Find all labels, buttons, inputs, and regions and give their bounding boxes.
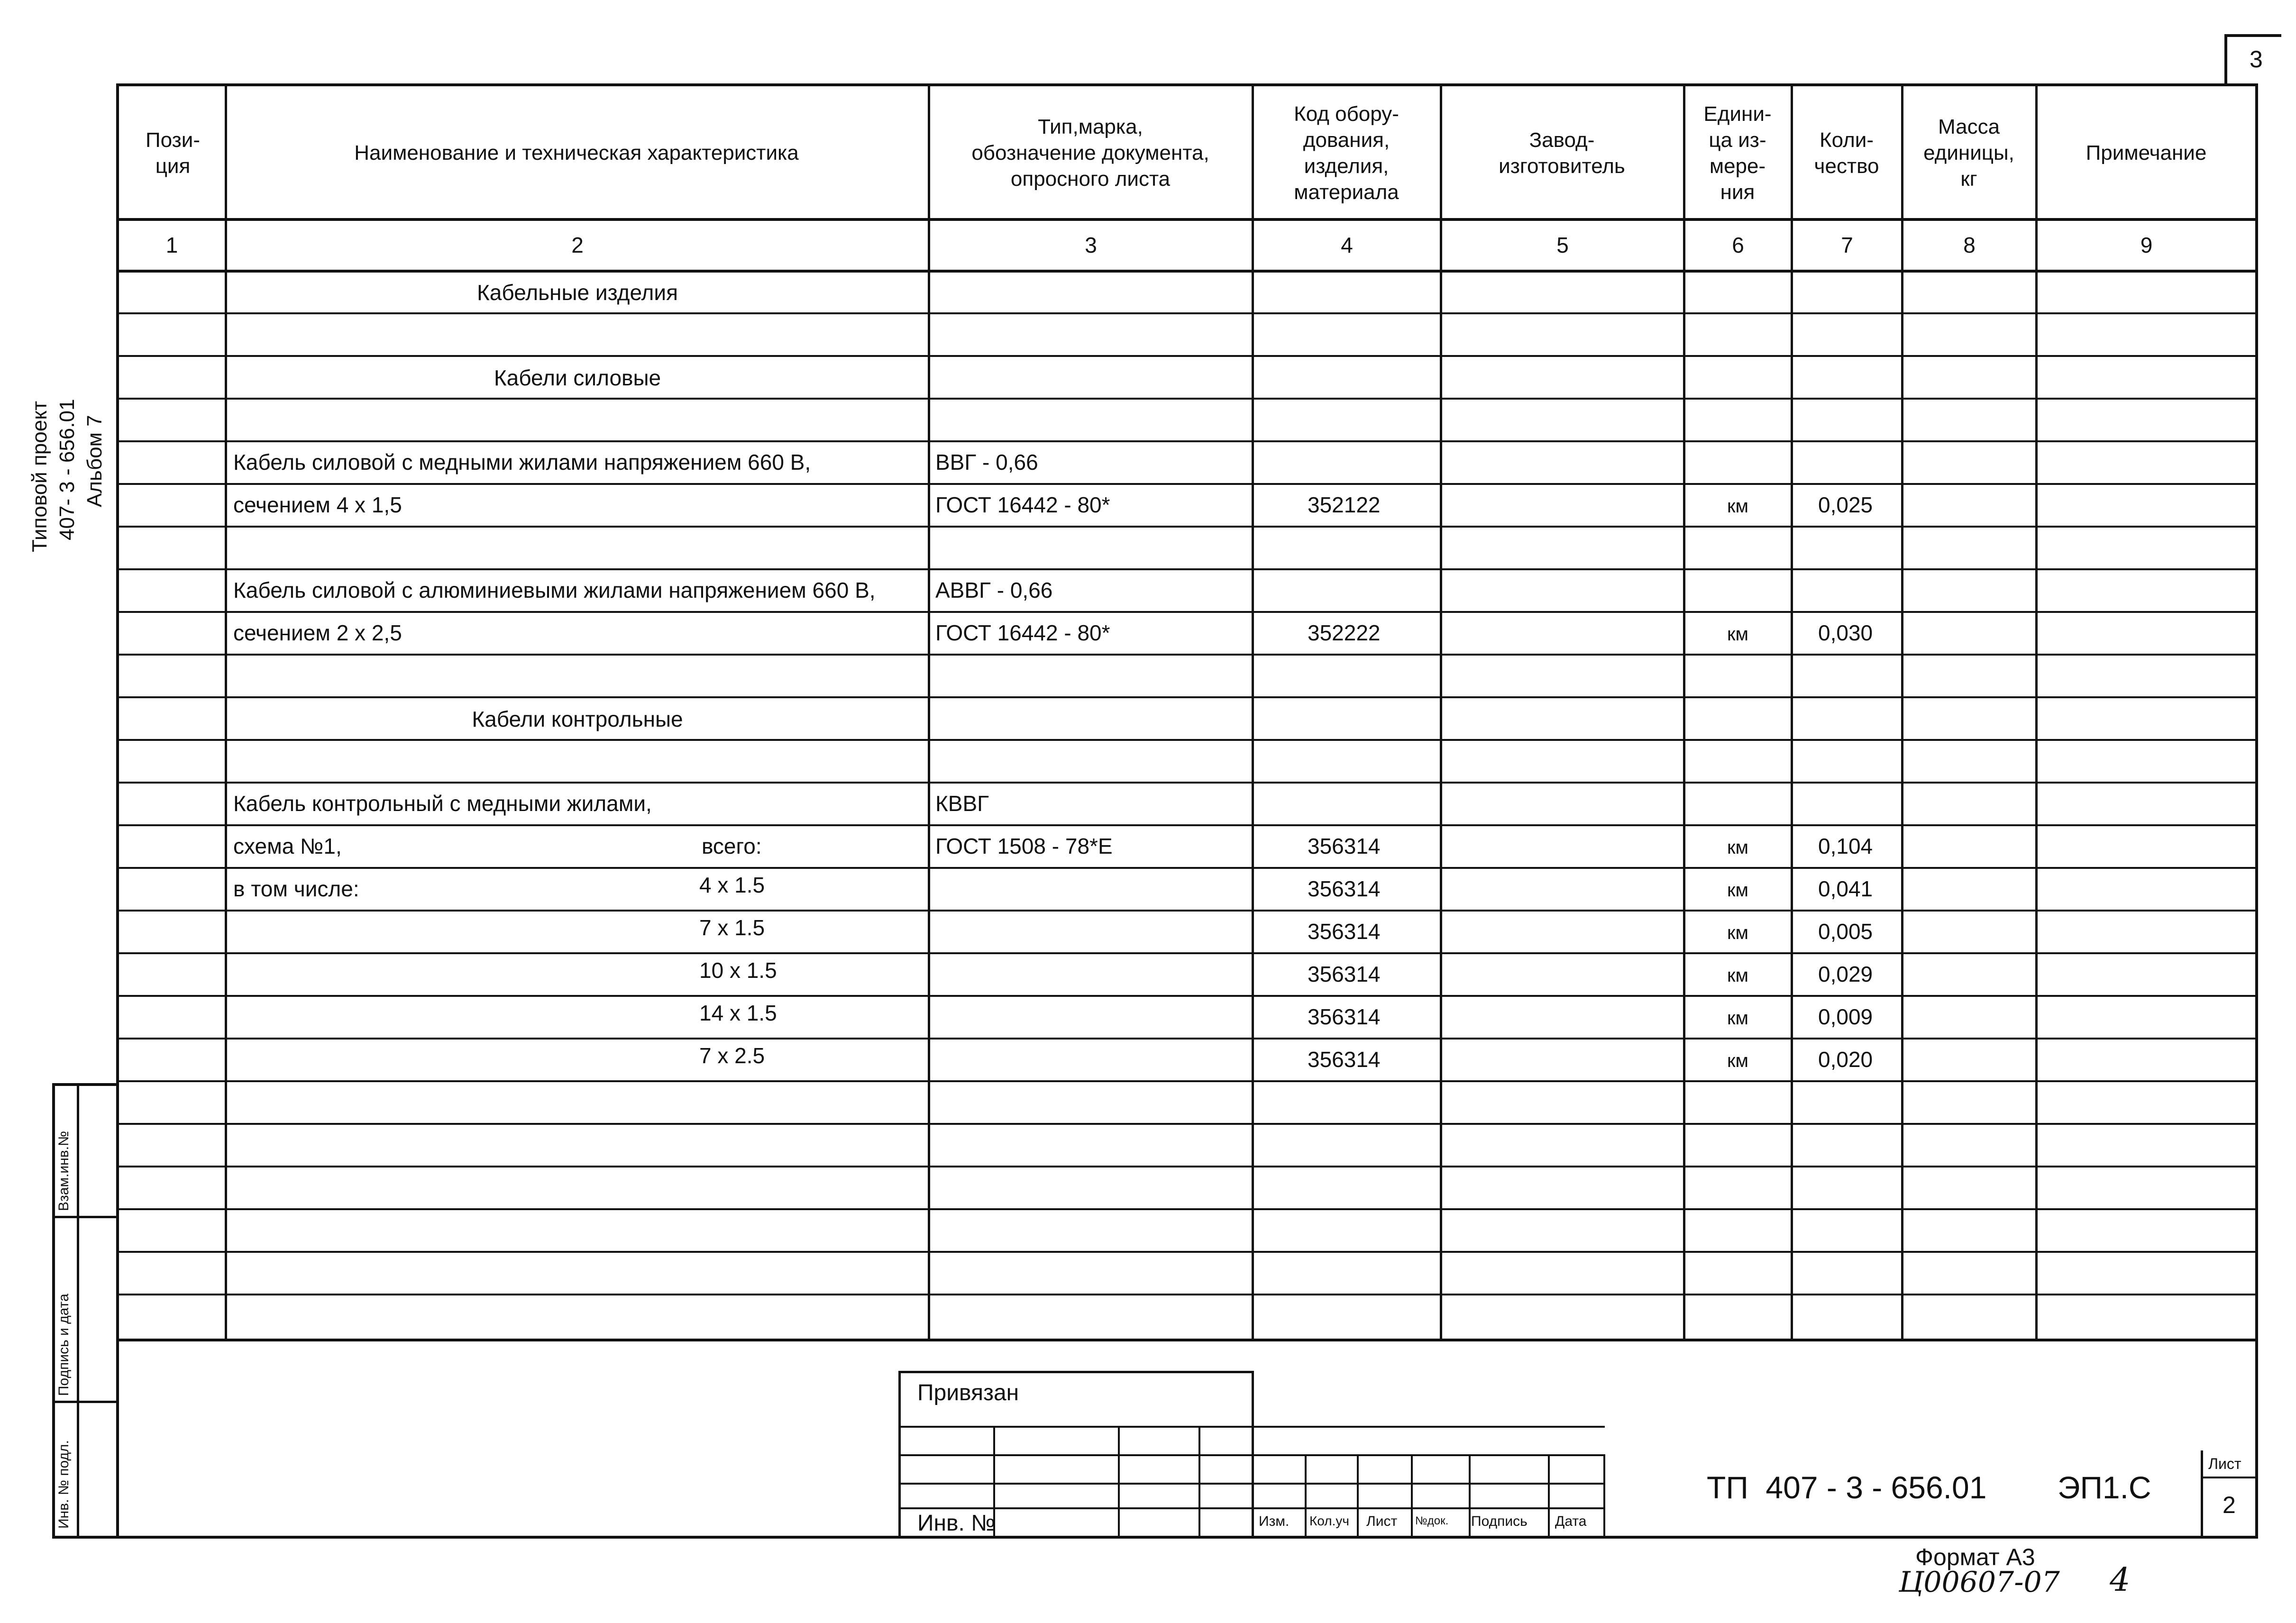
row-name: Кабель контрольный с медными жилами, — [233, 791, 652, 816]
tb-line — [2201, 1450, 2203, 1539]
frame-top — [116, 83, 2258, 86]
designation: ТП 407 - 3 - 656.01 — [1707, 1470, 1987, 1505]
column-number: 5 — [1556, 232, 1569, 257]
row-sub: 10 х 1.5 — [699, 958, 777, 983]
row-code: 356314 — [1308, 962, 1381, 986]
handwritten-code: Ц00607-07 — [1899, 1566, 2060, 1599]
side-vzam-inv: Взам.инв.№ — [56, 1131, 72, 1211]
section-title-cable-products: Кабельные изделия — [476, 280, 678, 305]
row-unit: км — [1727, 837, 1748, 858]
header-position: Пози- ция — [145, 128, 200, 178]
section-title-control-cables: Кабели контрольные — [472, 706, 683, 731]
frame-bottom — [52, 1536, 2258, 1539]
tb-line — [898, 1483, 1605, 1485]
row-code: 356314 — [1308, 834, 1381, 858]
row-doc: ГОСТ 16442 - 80* — [935, 620, 1110, 645]
stamp-column-line — [52, 1401, 119, 1403]
row-name: Кабель силовой с алюминиевыми жилами напряжением 660 В, — [233, 578, 876, 602]
side-sign-date: Подпись и дата — [56, 1294, 72, 1396]
row-unit: км — [1727, 922, 1748, 943]
header-code: Код обору- дования, изделия, материала — [1294, 102, 1399, 204]
tb-line — [1357, 1454, 1359, 1539]
section-title-power-cables: Кабели силовые — [494, 365, 661, 390]
row-qty: 0,009 — [1818, 1004, 1873, 1029]
row-qty: 0,030 — [1818, 620, 1873, 645]
tb-line — [2201, 1477, 2258, 1478]
row-doc: ГОСТ 1508 - 78*Е — [935, 834, 1113, 858]
tb-line — [1469, 1454, 1471, 1539]
row-sub: 7 х 1.5 — [699, 915, 765, 940]
row-line — [116, 483, 2258, 485]
row-line — [116, 910, 2258, 912]
row-code: 356314 — [1308, 1004, 1381, 1029]
col-line — [1791, 83, 1793, 1340]
stamp-column-line — [52, 1216, 119, 1218]
row-unit: км — [1727, 1050, 1748, 1071]
koluch-label: Кол.уч — [1309, 1514, 1349, 1528]
tb-line — [898, 1507, 1605, 1509]
row-line — [116, 1038, 2258, 1039]
row-unit: км — [1727, 880, 1748, 901]
row-line — [116, 824, 2258, 826]
header-unit: Едини- ца из- мере- ния — [1703, 102, 1772, 204]
row-line — [116, 1251, 2258, 1253]
row-qty: 0,104 — [1818, 834, 1873, 858]
col-line — [2035, 83, 2038, 1340]
row-name: сечением 4 х 1,5 — [233, 492, 402, 517]
column-number: 9 — [2140, 232, 2153, 257]
corner-box-line — [2224, 34, 2281, 37]
row-line — [116, 526, 2258, 528]
row-line — [116, 1123, 2258, 1125]
header-quantity: Коли- чество — [1814, 128, 1879, 178]
frame-left — [116, 83, 119, 1539]
row-unit: км — [1727, 965, 1748, 986]
side-project-line2: 407- 3 - 656.01 — [55, 399, 79, 540]
row-line — [116, 782, 2258, 784]
row-line — [116, 440, 2258, 442]
column-number: 6 — [1732, 232, 1744, 257]
handwritten-number: 4 — [2110, 1561, 2131, 1599]
row-line — [116, 1080, 2258, 1082]
designation-mark: ЭП1.С — [2058, 1470, 2151, 1505]
tb-line — [1603, 1454, 1605, 1539]
row-sub: всего: — [702, 834, 762, 858]
row-qty: 0,020 — [1818, 1047, 1873, 1072]
column-number: 2 — [571, 232, 584, 257]
podpis-label: Подпись — [1471, 1514, 1528, 1529]
side-project-line3: Альбом 7 — [83, 415, 106, 507]
row-qty: 0,041 — [1818, 876, 1873, 901]
tb-line — [1411, 1454, 1413, 1539]
column-number: 4 — [1341, 232, 1353, 257]
tb-line — [898, 1426, 1605, 1428]
tb-line — [1548, 1454, 1550, 1539]
row-doc: ГОСТ 16442 - 80* — [935, 492, 1110, 517]
sheet-corner-number: 3 — [2250, 46, 2263, 73]
frame-right — [2255, 83, 2258, 1539]
row-name: в том числе: — [233, 876, 359, 901]
row-line — [116, 654, 2258, 656]
row-code: 356314 — [1308, 1047, 1381, 1072]
col-line — [1440, 83, 1442, 1340]
row-unit: км — [1727, 1008, 1748, 1029]
row-qty: 0,005 — [1818, 919, 1873, 944]
tb-line — [1198, 1426, 1200, 1539]
corner-box-line — [2224, 34, 2227, 86]
col-line — [1252, 83, 1254, 1340]
stamp-column-line — [77, 1083, 79, 1539]
row-line — [116, 1294, 2258, 1295]
ndok-label: №док. — [1415, 1514, 1449, 1527]
header-type: Тип,марка, обозначение документа, опросного листа — [971, 115, 1209, 191]
column-number: 7 — [1841, 232, 1853, 257]
col-line — [1683, 83, 1685, 1340]
row-unit: км — [1727, 496, 1748, 517]
column-number: 8 — [1963, 232, 1976, 257]
row-line — [116, 1208, 2258, 1210]
table-bottom-line — [116, 1339, 2258, 1341]
row-sub: 14 х 1.5 — [699, 1001, 777, 1025]
row-line — [116, 867, 2258, 869]
privyazan-label: Привязан — [917, 1380, 1019, 1405]
tb-line — [898, 1371, 1254, 1373]
row-line — [116, 952, 2258, 954]
tb-line — [898, 1454, 1605, 1456]
row-name: сечением 2 х 2,5 — [233, 620, 402, 645]
inv-no-label: Инв. № — [917, 1511, 996, 1536]
sheet-label: Лист — [2208, 1455, 2241, 1472]
row-code: 352122 — [1308, 492, 1381, 517]
row-sub: 7 х 2.5 — [699, 1043, 765, 1068]
stamp-column-line — [52, 1083, 55, 1539]
side-inv-podl: Инв. № подл. — [56, 1440, 72, 1529]
data-label: Дата — [1555, 1514, 1587, 1529]
header-note: Примечание — [2086, 141, 2207, 164]
row-line — [116, 696, 2258, 698]
row-doc: АВВГ - 0,66 — [935, 578, 1053, 602]
list-label: Лист — [1366, 1514, 1398, 1529]
sheet-number: 2 — [2223, 1492, 2236, 1518]
izm-label: Изм. — [1259, 1514, 1290, 1529]
row-name: схема №1, — [233, 834, 342, 858]
header-manufacturer: Завод- изготовитель — [1499, 128, 1625, 178]
format-label: Формат А3 — [1915, 1544, 2035, 1570]
row-name: Кабель силовой с медными жилами напряжением 660 В, — [233, 450, 811, 474]
col-line — [1901, 83, 1903, 1340]
row-doc: КВВГ — [935, 791, 989, 816]
row-doc: ВВГ - 0,66 — [935, 450, 1038, 474]
row-qty: 0,025 — [1818, 492, 1873, 517]
tb-line — [1118, 1426, 1120, 1539]
row-line — [116, 1166, 2258, 1167]
row-line — [116, 568, 2258, 570]
row-line — [116, 611, 2258, 613]
stamp-column-line — [52, 1083, 119, 1086]
row-qty: 0,029 — [1818, 962, 1873, 986]
column-number: 3 — [1085, 232, 1097, 257]
header-name: Наименование и техническая характеристика — [354, 141, 799, 164]
column-number: 1 — [165, 232, 178, 257]
tb-line — [1305, 1454, 1307, 1539]
row-code: 356314 — [1308, 919, 1381, 944]
row-line — [116, 355, 2258, 357]
row-code: 352222 — [1308, 620, 1381, 645]
col-line — [928, 83, 930, 1340]
header-mass: Масса единицы, кг — [1923, 115, 2014, 191]
row-line — [116, 995, 2258, 997]
row-unit: км — [1727, 624, 1748, 645]
row-code: 356314 — [1308, 876, 1381, 901]
side-project-line1: Типовой проект — [28, 401, 51, 552]
row-sub: 4 х 1.5 — [699, 873, 765, 897]
